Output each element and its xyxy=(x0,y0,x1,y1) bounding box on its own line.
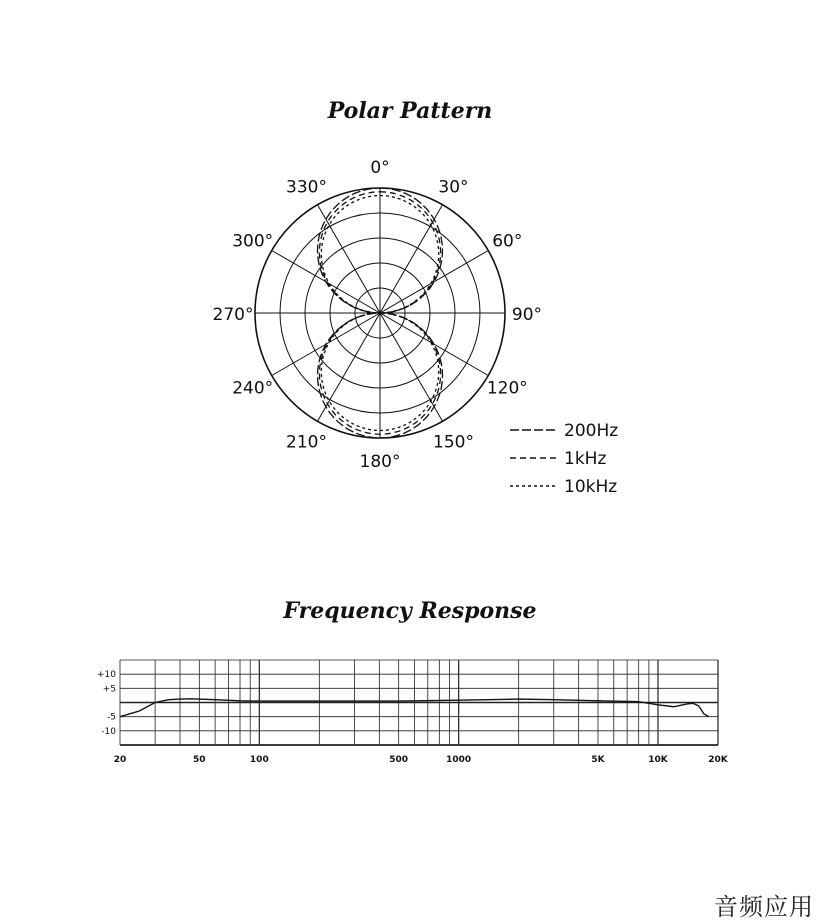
polar-angle-label: 210° xyxy=(286,432,327,453)
x-tick-label: 100 xyxy=(249,755,269,765)
polar-angle-label: 240° xyxy=(232,378,274,399)
polar-spoke xyxy=(380,205,443,313)
polar-spoke xyxy=(380,313,443,421)
polar-spoke xyxy=(318,313,381,421)
legend-label-1kHz: 1kHz xyxy=(564,449,607,469)
x-tick-label: 10K xyxy=(648,755,668,765)
x-tick-label: 20K xyxy=(708,755,728,765)
y-tick-label: +10 xyxy=(97,670,116,681)
polar-angle-label: 300° xyxy=(232,231,274,252)
polar-angle-label: 0° xyxy=(370,158,390,178)
frequency-response-chart xyxy=(0,640,820,780)
polar-angle-label: 180° xyxy=(359,452,401,472)
polar-angle-label: 150° xyxy=(433,432,474,453)
legend-label-10kHz: 10kHz xyxy=(564,477,618,497)
polar-spoke xyxy=(380,251,488,314)
x-tick-label: 5K xyxy=(591,755,605,765)
polar-spoke xyxy=(380,313,488,376)
x-tick-label: 500 xyxy=(389,755,409,765)
legend-label-200Hz: 200Hz xyxy=(564,421,619,441)
polar-angle-label: 60° xyxy=(492,231,523,252)
x-tick-label: 50 xyxy=(193,755,206,765)
polar-angle-label: 330° xyxy=(286,177,327,198)
polar-angle-label: 90° xyxy=(511,305,543,325)
x-tick-label: 1000 xyxy=(446,755,472,765)
polar-angle-label: 120° xyxy=(486,378,528,399)
x-tick-label: 20 xyxy=(113,755,127,765)
frequency-response-title: Frequency Response xyxy=(283,598,537,624)
y-tick-label: +5 xyxy=(102,684,116,695)
polar-pattern-title: Polar Pattern xyxy=(327,98,493,124)
y-tick-label: -5 xyxy=(107,712,116,723)
watermark-text: 音频应用 xyxy=(714,893,814,921)
polar-spoke xyxy=(318,205,381,313)
y-tick-label: -10 xyxy=(101,726,116,737)
polar-angle-label: 270° xyxy=(212,305,254,325)
polar-angle-label: 30° xyxy=(438,177,469,198)
